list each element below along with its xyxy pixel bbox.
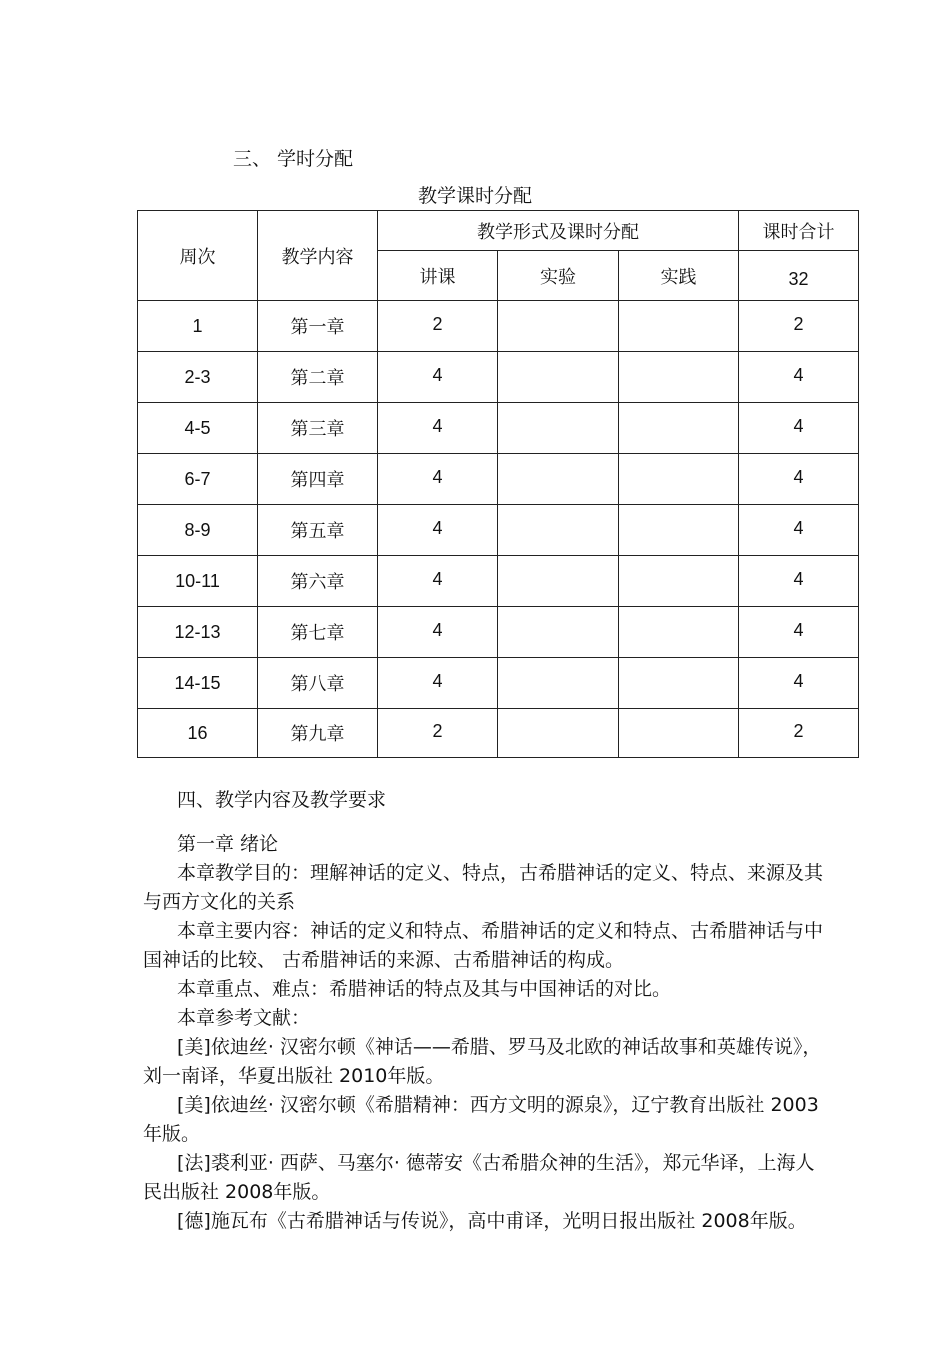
header-teaching-form: 教学形式及课时分配 (378, 211, 739, 251)
table-row (138, 301, 859, 352)
table-row (138, 505, 859, 556)
references-label: 本章参考文献： (177, 1007, 311, 1029)
table-row (138, 454, 859, 505)
total-hours-value: 32 (739, 251, 859, 301)
table-row (138, 352, 859, 403)
chapter-main-content: 本章主要内容：神话的定义和特点、希腊神话的定义和特点、古希腊神话与中国神话的比较、 古希腊神话的来源、古希腊神话的构成。 (143, 920, 824, 971)
cell-week: 1 (138, 301, 258, 352)
cell-week: 16 (138, 709, 258, 758)
cell-practice (619, 301, 739, 352)
cell-practice (619, 454, 739, 505)
cell-total: 4 (739, 505, 859, 556)
cell-total: 4 (739, 454, 859, 505)
header-content: 教学内容 (258, 211, 378, 301)
header-week: 周次 (138, 211, 258, 301)
section-heading-4: 四、教学内容及教学要求 (177, 789, 387, 811)
cell-experiment (498, 301, 619, 352)
cell-lecture: 4 (378, 556, 498, 607)
table-row (138, 658, 859, 709)
reference-item: [美]依迪丝· 汉密尔顿《神话——希腊、罗马及北欧的神话故事和英雄传说》，刘一南译，华夏出版社 2010年版。 (143, 1036, 822, 1087)
cell-week: 2-3 (138, 352, 258, 403)
cell-total: 4 (739, 607, 859, 658)
cell-week: 14-15 (138, 658, 258, 709)
cell-practice (619, 607, 739, 658)
cell-chapter: 第八章 (258, 658, 378, 709)
section-heading-3: 三、 学时分配 (233, 148, 354, 170)
cell-chapter: 第四章 (258, 454, 378, 505)
cell-lecture: 4 (378, 352, 498, 403)
cell-total: 2 (739, 709, 859, 758)
chapter-title: 第一章 绪论 (177, 833, 279, 855)
cell-chapter: 第六章 (258, 556, 378, 607)
cell-experiment (498, 403, 619, 454)
reference-item: [德]施瓦布《古希腊神话与传说》，高中甫译，光明日报出版社 2008年版。 (177, 1210, 807, 1232)
cell-chapter: 第五章 (258, 505, 378, 556)
header-total-hours: 课时合计 (739, 211, 859, 251)
cell-week: 12-13 (138, 607, 258, 658)
cell-week: 10-11 (138, 556, 258, 607)
cell-experiment (498, 556, 619, 607)
cell-experiment (498, 505, 619, 556)
table-caption: 教学课时分配 (417, 185, 532, 207)
cell-practice (619, 403, 739, 454)
header-experiment: 实验 (498, 251, 619, 301)
cell-chapter: 第七章 (258, 607, 378, 658)
header-lecture: 讲课 (378, 251, 498, 301)
cell-chapter: 第九章 (258, 709, 378, 758)
cell-week: 4-5 (138, 403, 258, 454)
cell-lecture: 2 (378, 709, 498, 758)
chapter-objective: 本章教学目的：理解神话的定义、特点，古希腊神话的定义、特点、来源及其与西方文化的关系 (143, 862, 824, 913)
cell-total: 4 (739, 352, 859, 403)
table-row (138, 709, 859, 758)
cell-practice (619, 505, 739, 556)
table-row (138, 556, 859, 607)
reference-item: [法]裘利亚· 西萨、马塞尔· 德蒂安《古希腊众神的生活》，郑元华译，上海人民出版社 2008年版。 (143, 1152, 815, 1203)
cell-practice (619, 709, 739, 758)
cell-total: 2 (739, 301, 859, 352)
cell-total: 4 (739, 403, 859, 454)
cell-practice (619, 658, 739, 709)
cell-lecture: 4 (378, 607, 498, 658)
cell-chapter: 第一章 (258, 301, 378, 352)
header-practice: 实践 (619, 251, 739, 301)
cell-lecture: 4 (378, 403, 498, 454)
cell-lecture: 4 (378, 454, 498, 505)
cell-total: 4 (739, 658, 859, 709)
cell-week: 8-9 (138, 505, 258, 556)
cell-practice (619, 556, 739, 607)
chapter-1-section (143, 830, 833, 1236)
cell-chapter: 第二章 (258, 352, 378, 403)
cell-lecture: 4 (378, 658, 498, 709)
cell-lecture: 4 (378, 505, 498, 556)
reference-item: [美]依迪丝· 汉密尔顿《希腊精神：西方文明的源泉》，辽宁教育出版社 2003年版。 (143, 1094, 819, 1145)
cell-total: 4 (739, 556, 859, 607)
cell-experiment (498, 607, 619, 658)
cell-experiment (498, 658, 619, 709)
cell-lecture: 2 (378, 301, 498, 352)
cell-chapter: 第三章 (258, 403, 378, 454)
table-row (138, 403, 859, 454)
cell-practice (619, 352, 739, 403)
chapter-key-points: 本章重点、难点：希腊神话的特点及其与中国神话的对比。 (177, 978, 672, 1000)
cell-week: 6-7 (138, 454, 258, 505)
cell-experiment (498, 709, 619, 758)
table-row (138, 607, 859, 658)
cell-experiment (498, 352, 619, 403)
cell-experiment (498, 454, 619, 505)
hours-allocation-table (137, 210, 859, 758)
